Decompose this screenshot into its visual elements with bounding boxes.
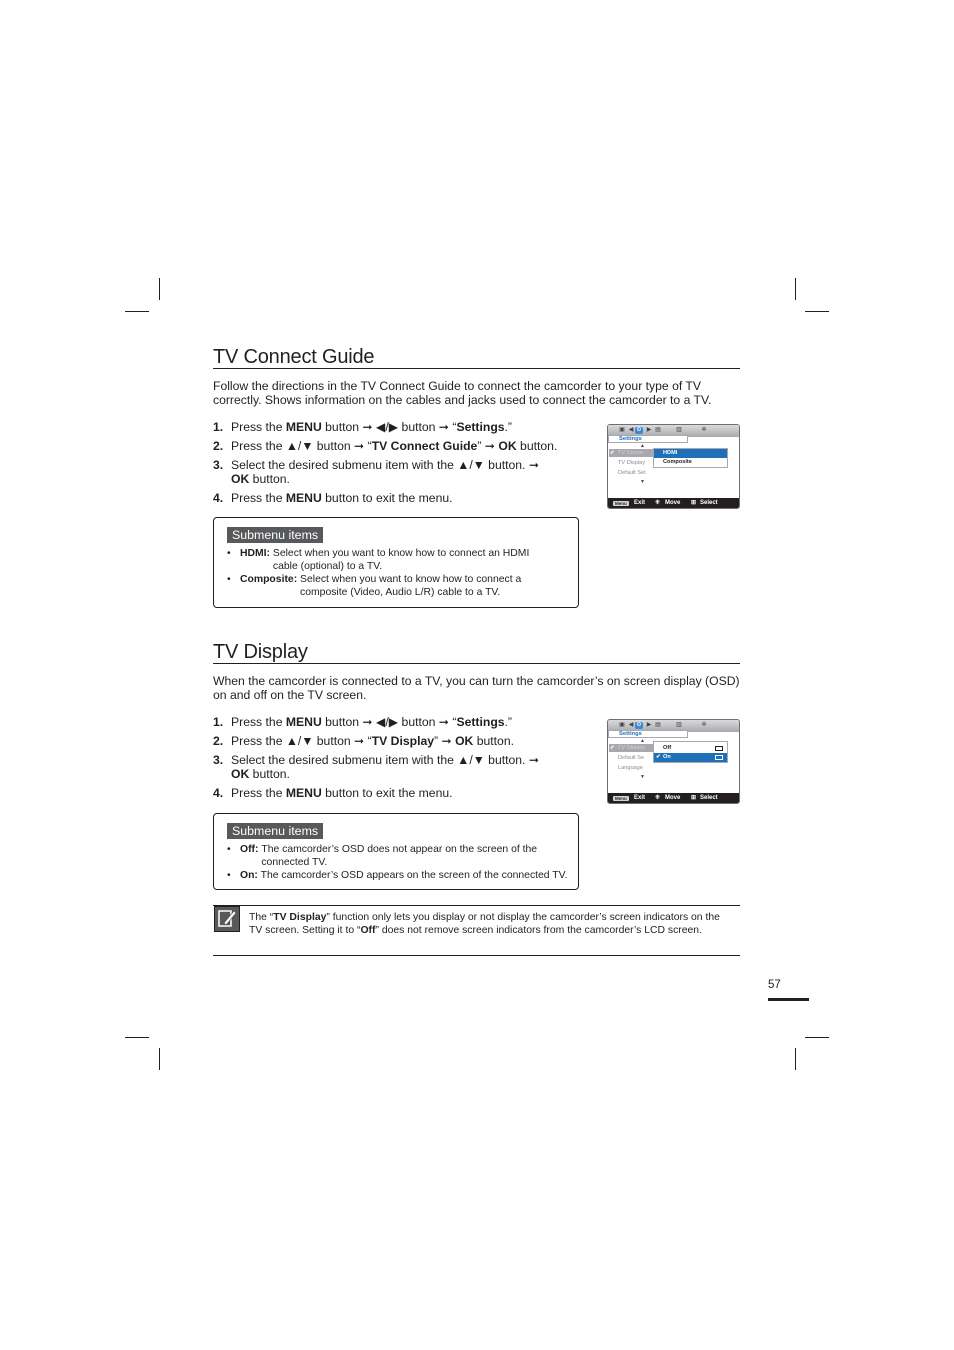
step-item: 3. Select the desired submenu item with the ▲/▼ button. ➞ OK button. bbox=[213, 458, 540, 486]
exit-label: Exit bbox=[634, 500, 646, 506]
select-label: Select bbox=[700, 500, 718, 506]
left-arrow-icon: ◀ bbox=[628, 722, 634, 728]
submenu-list bbox=[226, 844, 571, 884]
section-rule bbox=[213, 368, 740, 369]
up-arrow-icon: ▲ bbox=[640, 443, 645, 449]
screen-option-hdmi: HDMI bbox=[654, 449, 727, 458]
card-icon: ▤ bbox=[655, 722, 661, 728]
tv-icon bbox=[715, 755, 723, 760]
crop-mark bbox=[805, 311, 829, 312]
step-item: 4. Press the MENU button to exit the menu. bbox=[213, 491, 453, 505]
note-rule-bottom bbox=[213, 955, 740, 956]
screen-bottom-bar bbox=[608, 793, 739, 803]
screen-option-on: ✔ On bbox=[654, 753, 727, 762]
settings-gear-icon: ⚙ bbox=[636, 427, 642, 433]
submenu-list bbox=[226, 548, 556, 600]
step-item: 3. Select the desired submenu item with the ▲/▼ button. ➞ OK button. bbox=[213, 753, 540, 781]
submenu-item: • On: The camcorder’s OSD appears on the screen of the connected TV. bbox=[226, 870, 571, 883]
screen-option-composite: Composite bbox=[663, 459, 692, 465]
screen-menu-item: Default Se bbox=[618, 755, 645, 761]
crop-mark bbox=[795, 278, 796, 300]
crop-mark bbox=[159, 278, 160, 300]
submenu-box bbox=[213, 813, 579, 890]
crop-mark bbox=[159, 1048, 160, 1070]
screen-menu-item: Default Set bbox=[618, 470, 646, 476]
submenu-box-title: Submenu items bbox=[227, 823, 323, 839]
step-item: 1. Press the MENU button ➞ ◀/▶ button ➞ “Settings.” bbox=[213, 420, 512, 434]
submenu-item: • Composite: Select when you want to know how to connect a composite (Video, Audio L/R) cable to a TV. bbox=[226, 574, 556, 599]
left-arrow-icon: ◀ bbox=[628, 427, 634, 433]
section-rule bbox=[213, 663, 740, 664]
tool-icon: ✲ bbox=[701, 722, 707, 728]
check-icon: ✔ bbox=[656, 754, 661, 760]
crop-mark bbox=[125, 1037, 149, 1038]
right-arrow-icon: ▶ bbox=[646, 427, 652, 433]
submenu-box bbox=[213, 517, 579, 608]
submenu-item: • Off: The camcorder’s OSD does not appear on the screen of the connected TV. bbox=[226, 844, 571, 869]
memory-icon: ▥ bbox=[676, 427, 682, 433]
camera-icon: ▣ bbox=[619, 427, 625, 433]
screen-menu-item: Language bbox=[618, 765, 643, 771]
move-label: Move bbox=[665, 500, 681, 506]
page-number-bar bbox=[768, 998, 809, 1001]
crop-mark bbox=[805, 1037, 829, 1038]
move-label: Move bbox=[665, 795, 681, 801]
right-arrow-icon: ▶ bbox=[646, 722, 652, 728]
screen-menu-item-active: ✔ TV Display bbox=[609, 744, 653, 752]
submenu-box-title: Submenu items bbox=[227, 527, 323, 543]
screen-bottom-bar bbox=[608, 498, 739, 508]
screen-submenu bbox=[653, 741, 728, 763]
page-number: 57 bbox=[768, 979, 781, 991]
tool-icon: ✲ bbox=[701, 427, 707, 433]
screen-menu-item: TV Display bbox=[618, 460, 646, 466]
select-icon: ⊞ bbox=[691, 795, 697, 801]
menu-button-label: Menu bbox=[615, 795, 627, 801]
crop-mark bbox=[125, 311, 149, 312]
move-icon: ⁜ bbox=[655, 795, 661, 801]
steps-list bbox=[213, 420, 573, 510]
screen-menu-title: Settings bbox=[608, 435, 688, 443]
screen-option-off: Off bbox=[654, 744, 727, 753]
section-title-tv-display: TV Display bbox=[213, 641, 308, 663]
select-icon: ⊞ bbox=[691, 500, 697, 506]
step-item: 4. Press the MENU button to exit the menu. bbox=[213, 786, 453, 800]
exit-label: Exit bbox=[634, 795, 646, 801]
step-item: 2. Press the ▲/▼ button ➞ “TV Connect Guide” ➞ OK button. bbox=[213, 439, 558, 453]
screen-submenu bbox=[653, 448, 728, 468]
section-title-tv-connect-guide: TV Connect Guide bbox=[213, 346, 375, 368]
card-icon: ▤ bbox=[655, 427, 661, 433]
down-arrow-icon: ▼ bbox=[640, 479, 645, 485]
screen-menu-item-active: ✔ TV Conne bbox=[609, 449, 653, 457]
tv-icon bbox=[715, 746, 723, 751]
step-item: 1. Press the MENU button ➞ ◀/▶ button ➞ “Settings.” bbox=[213, 715, 512, 729]
move-icon: ⁜ bbox=[655, 500, 661, 506]
down-arrow-icon: ▼ bbox=[640, 774, 645, 780]
settings-gear-icon: ⚙ bbox=[636, 722, 642, 728]
note-rule-top bbox=[213, 905, 740, 906]
select-label: Select bbox=[700, 795, 718, 801]
step-item: 2. Press the ▲/▼ button ➞ “TV Display” ➞ OK button. bbox=[213, 734, 515, 748]
camera-icon: ▣ bbox=[619, 722, 625, 728]
steps-list bbox=[213, 715, 573, 805]
up-arrow-icon: ▲ bbox=[640, 738, 645, 744]
crop-mark bbox=[795, 1048, 796, 1070]
section-intro: Follow the directions in the TV Connect Guide to connect the camcorder to your type of TV correctly. Shows information on the cables and jacks used to connect the camcorder to a TV. bbox=[213, 379, 712, 407]
submenu-item: • HDMI: Select when you want to know how to connect an HDMI cable (optional) to a TV. bbox=[226, 548, 556, 573]
menu-button-label: Menu bbox=[615, 500, 627, 506]
check-icon: ✔ bbox=[610, 745, 615, 751]
camcorder-screen bbox=[607, 719, 740, 804]
note-icon bbox=[214, 906, 240, 932]
check-icon: ✔ bbox=[610, 450, 615, 456]
note-text: The “TV Display” function only lets you display or not display the camcorder’s screen indicators on the TV screen. Setting it to “Off” does not remove screen indicators from the camcorder’s LCD screen. bbox=[249, 912, 720, 936]
section-intro: When the camcorder is connected to a TV, you can turn the camcorder’s on screen display (OSD) on and off on the TV screen. bbox=[213, 674, 740, 702]
camcorder-screen bbox=[607, 424, 740, 509]
memory-icon: ▥ bbox=[676, 722, 682, 728]
screen-menu-title: Settings bbox=[608, 730, 688, 738]
